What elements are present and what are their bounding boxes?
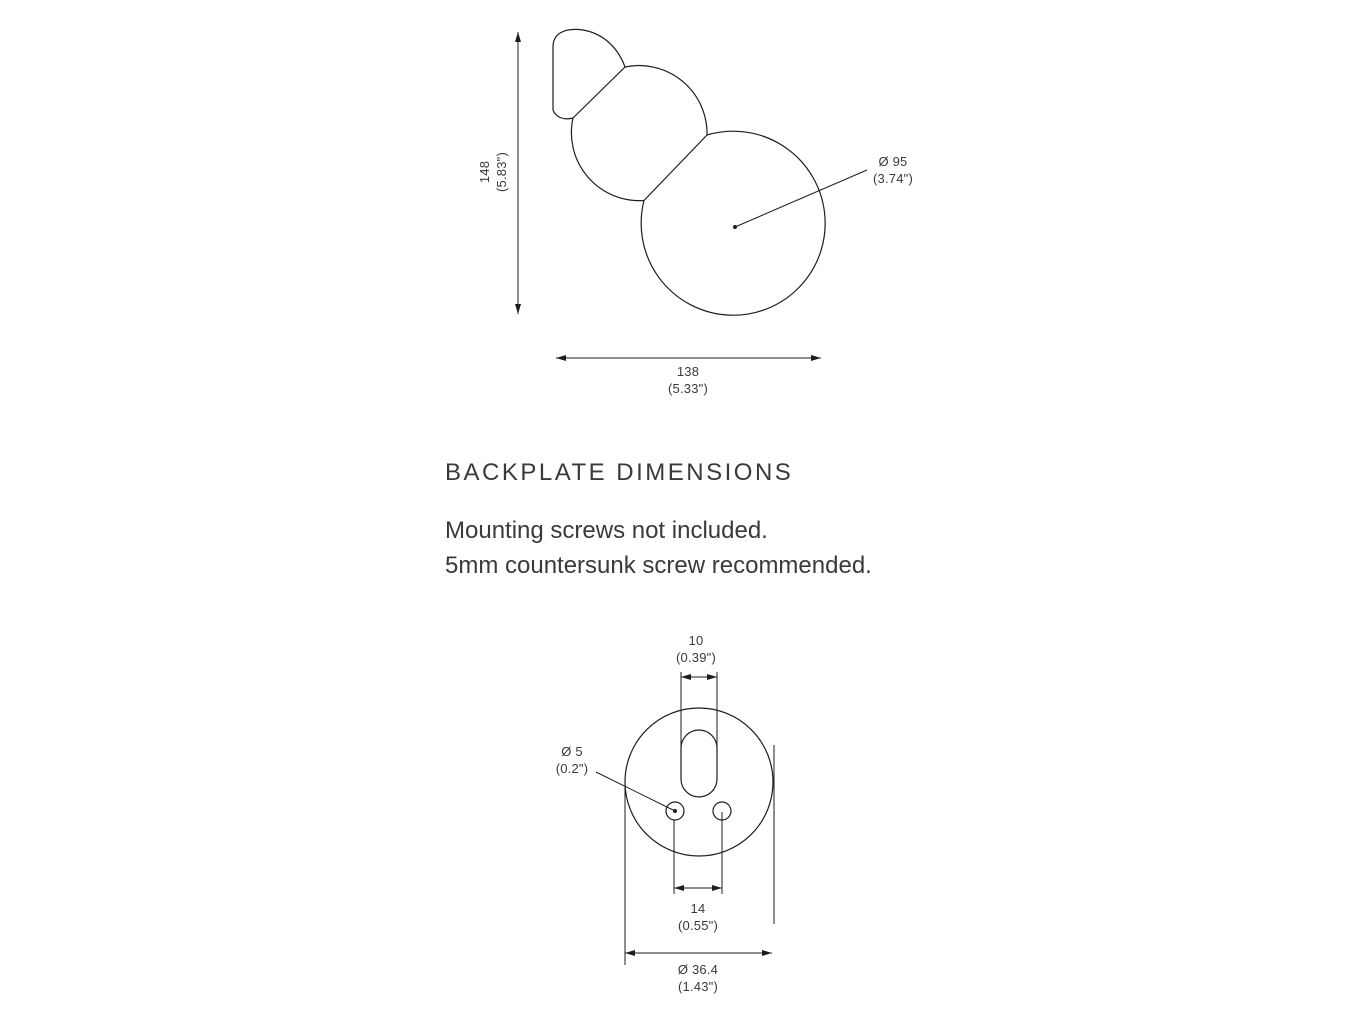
plate-diameter-label: [678, 961, 718, 995]
lamp-backplate-outline: [553, 29, 625, 118]
lamp-middle-globe-arc-top: [625, 66, 707, 135]
globe-diameter-label: [873, 153, 913, 187]
hole-spacing-mm: 14: [690, 901, 706, 916]
plate-diameter-in: (1.43"): [678, 979, 718, 994]
globe-diameter-in: (3.74"): [873, 171, 913, 186]
lamp-dimension-figure: [518, 29, 867, 358]
slot-width-in: (0.39"): [676, 650, 716, 665]
hole-diameter-label: [556, 743, 589, 777]
height-dimension-label: [476, 152, 510, 192]
plate-diameter-mm: Ø 36.4: [677, 962, 719, 977]
hole-diameter-mm: Ø 5: [561, 744, 583, 759]
globe-diameter-mm: Ø 95: [878, 154, 908, 169]
mounting-slot: [681, 730, 717, 797]
slot-width-label: [676, 632, 716, 666]
hole-center-dot: [673, 809, 677, 813]
hole-diameter-leader-line: [596, 772, 675, 811]
slot-width-mm: 10: [688, 633, 704, 648]
width-dimension-label: [668, 363, 708, 397]
lamp-globe-crease-line: [644, 135, 707, 201]
mounting-note-line-2: 5mm countersunk screw recommended.: [445, 552, 872, 579]
globe-center-dot: [733, 225, 737, 229]
height-value-in: (5.83"): [494, 152, 509, 192]
hole-spacing-label: [678, 900, 718, 934]
hole-diameter-in: (0.2"): [555, 761, 589, 776]
section-heading: BACKPLATE DIMENSIONS: [445, 459, 794, 486]
lamp-large-globe-arc: [641, 131, 825, 315]
hole-spacing-in: (0.55"): [678, 918, 718, 933]
lamp-middle-globe-arc-bottom: [571, 118, 644, 201]
height-value-mm: 148: [477, 160, 492, 184]
width-value-mm: 138: [676, 364, 700, 379]
globe-diameter-leader-line: [735, 170, 867, 227]
mounting-note: [445, 513, 872, 583]
mounting-note-line-1: Mounting screws not included.: [445, 517, 768, 544]
width-value-in: (5.33"): [668, 381, 708, 396]
